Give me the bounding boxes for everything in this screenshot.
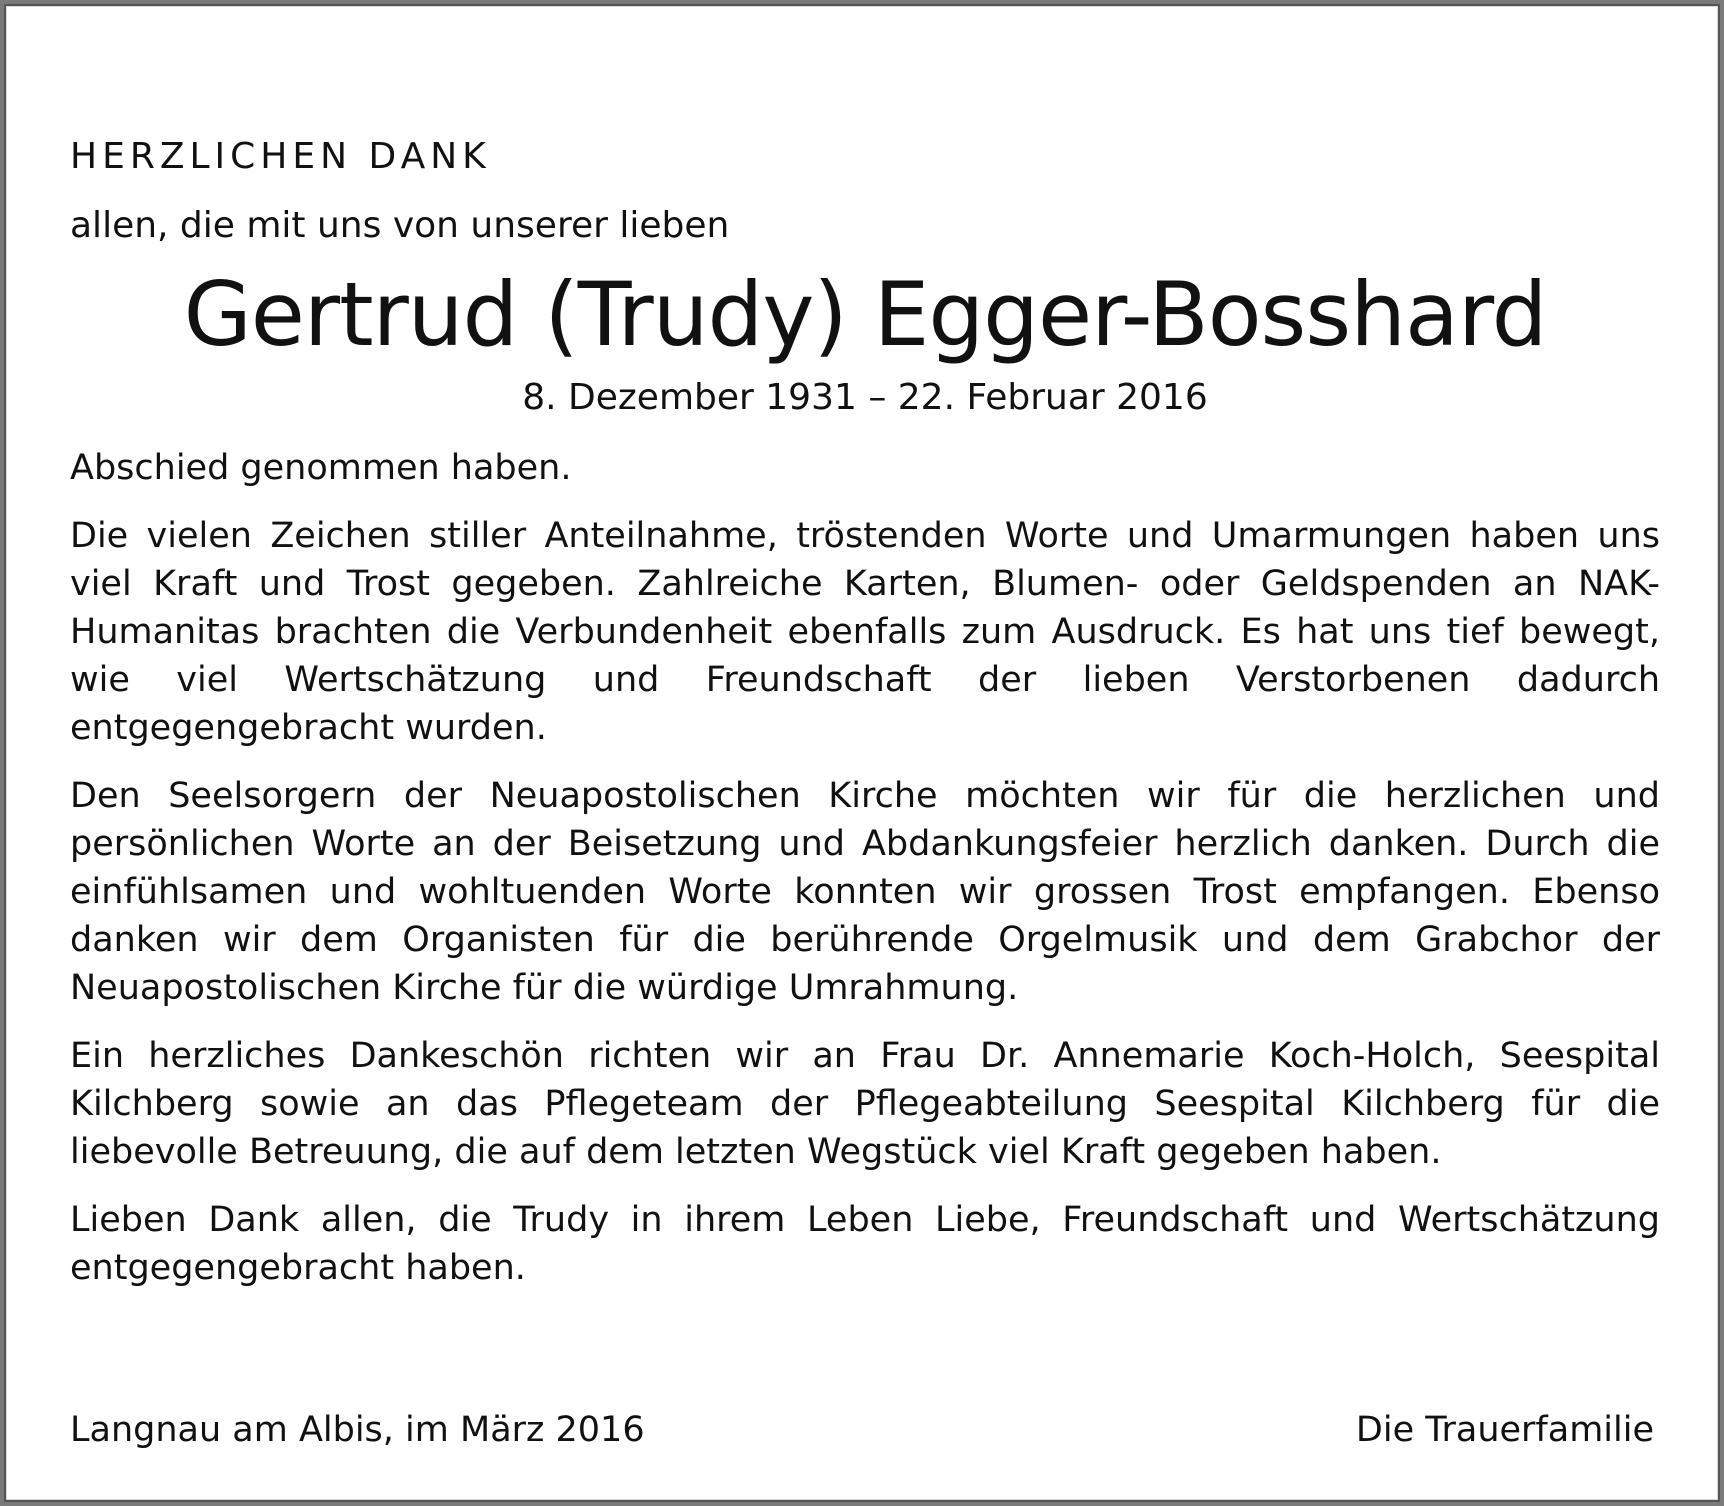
place-date: Langnau am Albis, im März 2016 [70, 1410, 645, 1450]
paragraph-farewell: Abschied genommen haben. [70, 448, 572, 488]
notice-heading: HERZLICHEN DANK [70, 136, 491, 177]
paragraph-closing-thanks: Lieben Dank allen, die Trudy in ihrem Leben Liebe, Freundschaft und Wertschätzung entgegengebracht haben. [70, 1200, 1660, 1288]
notice-footer [70, 1406, 1654, 1454]
notice-content [70, 134, 1660, 1292]
paragraph-condolences: Die vielen Zeichen stiller Anteilnahme, tröstenden Worte und Umarmungen haben uns viel Kraft und Trost gegeben. Zahlreiche Karten, Blumen- oder Geldspenden an NAK-Humanitas brachten die Verbundenheit ebenfalls zum Ausdruck. Es hat uns tief bewegt, wie viel Wertschätzung und Freundschaft der lieben Verstorbenen dadurch entgegengebracht wurden. [70, 516, 1660, 748]
deceased-name: Gertrud (Trudy) Egger-Bosshard [183, 263, 1547, 366]
obituary-notice [4, 4, 1720, 1502]
signature: Die Trauerfamilie [1355, 1410, 1654, 1450]
paragraph-hospital-thanks: Ein herzliches Dankeschön richten wir an Frau Dr. Annemarie Koch-Holch, Seespital Kilchberg sowie an das Pflegeteam der Pflegeabteilung Seespital Kilchberg für die liebevolle Betreuung, die auf dem letzten Wegstück viel Kraft gegeben haben. [70, 1036, 1660, 1172]
paragraph-church-thanks: Den Seelsorgern der Neuapostolischen Kirche möchten wir für die herzlichen und persönlichen Worte an der Beisetzung und Abdankungsfeier herzlich danken. Durch die einfühlsamen und wohltuenden Worte konnten wir grossen Trost empfangen. Ebenso danken wir dem Organisten für die berührende Orgelmusik und dem Grabchor der Neuapostolischen Kirche für die würdige Umrahmung. [70, 776, 1660, 1008]
intro-text: allen, die mit uns von unserer lieben [70, 205, 730, 246]
life-dates: 8. Dezember 1931 – 22. Februar 2016 [522, 377, 1208, 418]
